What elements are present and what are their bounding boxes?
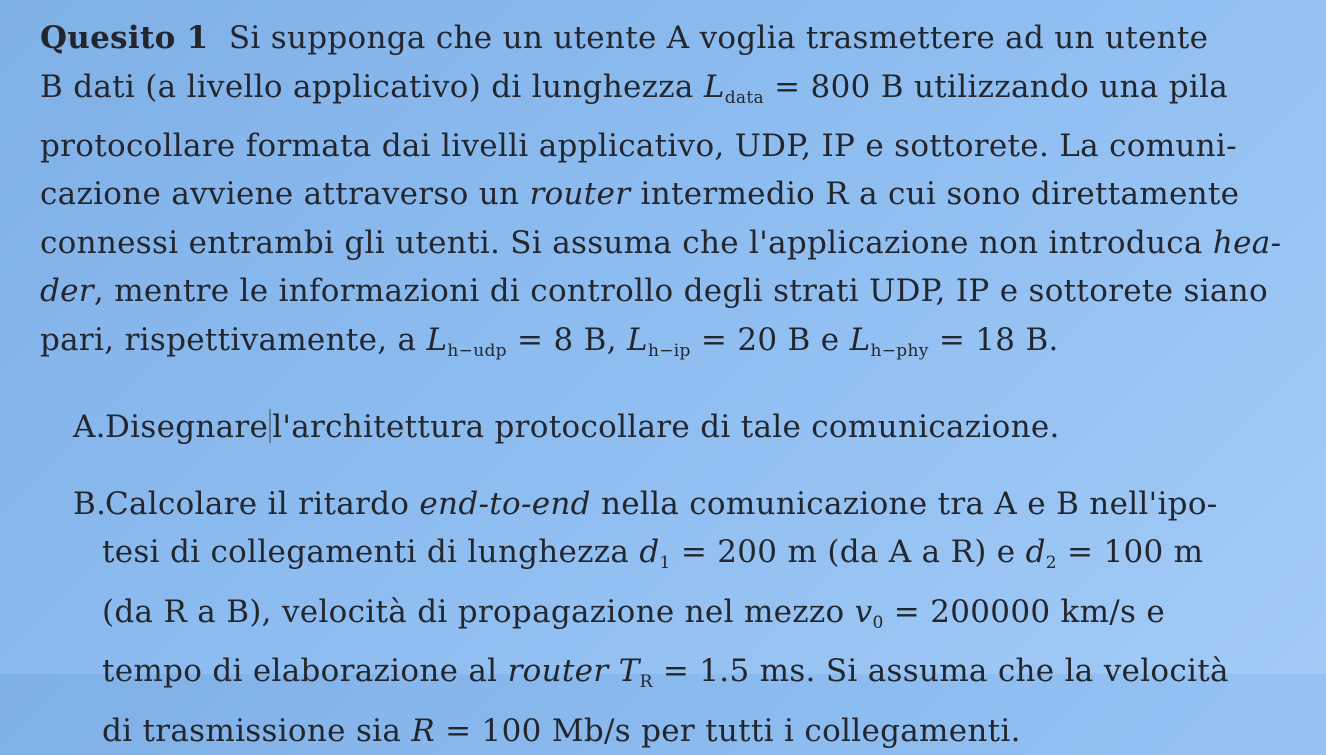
part-b-text: = 100 m [1056, 534, 1204, 571]
intro-text: Si supponga che un utente A voglia trasmettere ad un utente [228, 20, 1209, 56]
math-subscript: 0 [872, 612, 884, 633]
intro-text: = 18 B. [928, 321, 1059, 358]
math-subscript: 1 [659, 553, 671, 574]
math-var: L [627, 321, 648, 358]
part-b-marker: B. [73, 485, 107, 522]
part-b-text: Calcolare il ritardo [105, 485, 420, 522]
math-subscript: data [724, 87, 764, 108]
part-a-text: l'architettura protocollare di tale comunicazione. [272, 409, 1060, 446]
math-var: T [608, 653, 640, 690]
math-var: R [411, 712, 435, 749]
intro-text: , mentre le informazioni di controllo degli strati UDP, IP e sottorete siano [93, 273, 1268, 310]
part-b-line-5 [40, 707, 1286, 755]
intro-text: intermedio R a cui sono direttamente [630, 176, 1240, 213]
part-b-text: nella comunicazione tra A e B nell'ipo- [590, 485, 1218, 522]
intro-line-1 [40, 14, 1286, 63]
part-b-text: = 200 m (da A a R) e [670, 534, 1026, 571]
part-b-line-2 [40, 528, 1286, 587]
intro-text: = 800 B utilizzando una pila [763, 68, 1229, 105]
math-var: d [1025, 534, 1046, 571]
math-subscript: h−phy [870, 340, 929, 361]
part-b-text: di trasmissione sia [102, 712, 412, 749]
math-var: L [426, 321, 448, 358]
intro-text: protocollare formata dai livelli applicativo, UDP, IP e sottorete. La comuni- [40, 127, 1237, 164]
part-b-line-3 [40, 588, 1286, 647]
italic-term: hea- [1212, 224, 1282, 261]
intro-line-2 [40, 63, 1286, 122]
text-cursor-mark [269, 409, 271, 443]
math-subscript: R [639, 672, 653, 693]
italic-term: router [507, 653, 609, 690]
part-a-line-1 [40, 403, 1286, 452]
part-b-text: = 1.5 ms. Si assuma che la velocità [652, 653, 1229, 690]
part-b-text: tempo di elaborazione al [102, 653, 508, 690]
math-var: v [854, 593, 873, 630]
part-b-line-1 [40, 480, 1286, 529]
intro-text: = 8 B, [506, 321, 628, 358]
intro-text: B dati (a livello applicativo) di lunghezza [40, 68, 704, 105]
math-var: L [849, 321, 871, 358]
math-var: L [703, 68, 725, 105]
math-subscript: h−ip [647, 340, 691, 361]
math-var: d [639, 534, 660, 571]
part-b-text: (da R a B), velocità di propagazione nel mezzo [102, 593, 855, 630]
intro-text: cazione avviene attraverso un [40, 176, 530, 213]
part-b-text: tesi di collegamenti di lunghezza [102, 534, 640, 571]
intro-line-6 [40, 267, 1286, 316]
part-b-line-4 [40, 647, 1286, 706]
part-b-text: = 100 Mb/s per tutti i collegamenti. [434, 712, 1021, 749]
intro-text: = 20 B e [690, 321, 850, 358]
part-a-marker: A. [73, 409, 106, 446]
intro-text: pari, rispettivamente, a [40, 321, 427, 358]
italic-term: router [529, 176, 631, 213]
problem-title: Quesito 1 [40, 20, 209, 56]
intro-text: connessi entrambi gli utenti. Si assuma che l'applicazione non introduca [40, 224, 1213, 261]
part-a-text: Disegnare [105, 409, 269, 446]
italic-term: der [40, 273, 94, 310]
italic-term: end-to-end [419, 485, 591, 522]
intro-line-5 [40, 219, 1286, 268]
intro-line-4 [40, 170, 1286, 219]
intro-line-3 [40, 122, 1286, 171]
part-b-text: = 200000 km/s e [883, 593, 1166, 630]
intro-line-7 [40, 316, 1286, 375]
math-subscript: h−udp [447, 340, 507, 361]
math-subscript: 2 [1045, 553, 1057, 574]
